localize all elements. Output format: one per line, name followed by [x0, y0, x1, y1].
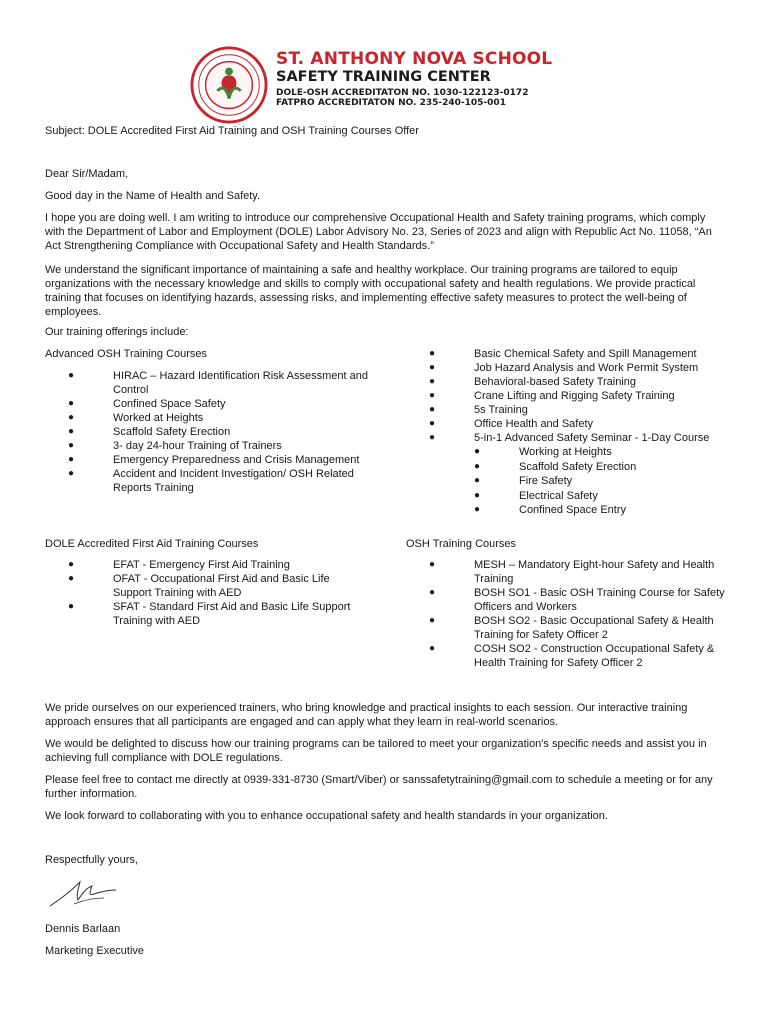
subject-line: Subject: DOLE Accredited First Aid Training and OSH Training Courses Offer — [45, 125, 419, 137]
forward-paragraph: We look forward to collaborating with you to enhance occupational safety and health standards in your organization. — [45, 810, 608, 822]
list-item: ● EFAT - Emergency First Aid Training — [68, 559, 290, 571]
list-item: ● COSH SO2 - Construction Occupational Safety & Health Training for Safety Officer 2 — [429, 643, 715, 669]
list-item: ● Worked at Heights — [68, 412, 204, 424]
list-item: ● Basic Chemical Safety and Spill Management — [429, 348, 697, 360]
list-item: ● OFAT - Occupational First Aid and Basic Life Support Training with AED — [68, 573, 330, 599]
list-item: ● 5-in-1 Advanced Safety Seminar - 1-Day Course — [429, 432, 710, 444]
seminar-sub-list — [474, 445, 739, 518]
letterhead — [190, 46, 590, 116]
list-item: ● Job Hazard Analysis and Work Permit System — [429, 362, 699, 374]
offerings-intro: Our training offerings include: — [45, 326, 189, 338]
list-item: ● Behavioral-based Safety Training — [429, 376, 637, 388]
discuss-paragraph: We would be delighted to discuss how our training programs can be tailored to meet your organization's specific needs and assist you in achieving full compliance with DOLE regulations. — [45, 738, 707, 764]
first-aid-list — [68, 558, 368, 628]
advanced-left-list — [68, 369, 373, 495]
list-item: ● BOSH SO2 - Basic Occupational Safety & Health Training for Safety Officer 2 — [429, 615, 714, 641]
list-item: ● Electrical Safety — [474, 489, 598, 502]
list-item: ● 5s Training — [429, 404, 528, 416]
school-seal-logo — [190, 46, 268, 124]
osh-heading: OSH Training Courses — [406, 538, 517, 550]
advanced-osh-heading: Advanced OSH Training Courses — [45, 348, 208, 360]
list-item: ● MESH – Mandatory Eight-hour Safety and Health Training — [429, 559, 715, 585]
training-center-name: SAFETY TRAINING CENTER — [276, 69, 491, 85]
salutation: Dear Sir/Madam, — [45, 168, 129, 180]
list-item: ● Confined Space Safety — [68, 398, 226, 410]
list-item: ● Working at Heights — [474, 446, 612, 458]
signer-title: Marketing Executive — [45, 945, 145, 957]
list-item: ● SFAT - Standard First Aid and Basic Life Support Training with AED — [68, 601, 351, 627]
list-item: ● Fire Safety — [474, 475, 573, 487]
dole-accreditation: DOLE-OSH ACCREDITATON NO. 1030-122123-0172 — [276, 88, 529, 98]
signature — [48, 876, 118, 910]
list-item: ● Office Health and Safety — [429, 418, 594, 430]
list-item: ● Crane Lifting and Rigging Safety Training — [429, 390, 675, 402]
advanced-right-list — [429, 347, 744, 445]
intro-paragraph: I hope you are doing well. I am writing to introduce our comprehensive Occupational Health and Safety training programs, which comply with the Department of Labor and Employment (DOLE) Labor Advisory No. 23, Series of 2023 and align with Republic Act No. 11058, “An Act Strengthening Compliance with Occupational Safety and Health Standards.” — [45, 212, 712, 252]
list-item: ● 3- day 24-hour Training of Trainers — [68, 440, 282, 452]
contact-paragraph: Please feel free to contact me directly at 0939-331-8730 (Smart/Viber) or sanssafetytraining@gmail.com to schedule a meeting or for any further information. — [45, 774, 713, 800]
list-item: ● Scaffold Safety Erection — [68, 426, 231, 438]
first-aid-heading: DOLE Accredited First Aid Training Courses — [45, 538, 259, 550]
list-item: ● Confined Space Entry — [474, 504, 627, 516]
pride-paragraph: We pride ourselves on our experienced trainers, who bring knowledge and practical insights to each session. Our interactive training approach ensures that all participants are engaged and can apply what they learn in real-world scenarios. — [45, 702, 688, 728]
signer-name: Dennis Barlaan — [45, 923, 121, 935]
greeting: Good day in the Name of Health and Safety. — [45, 190, 261, 202]
fatpro-accreditation: FATPRO ACCREDITATON NO. 235-240-105-001 — [276, 98, 506, 108]
list-item: ● Accident and Incident Investigation/ OSH Related Reports Training — [68, 468, 354, 494]
understanding-paragraph: We understand the significant importance of maintaining a safe and healthy workplace. Our training programs are tailored to equip organizations with the necessary knowledge and skills to comply with occupational safety and health regulations. We provide practical training that focuses on identifying hazards, assessing risks, and implementing effective safety measures to protect the well-being of employees. — [45, 264, 696, 318]
list-item: ● HIRAC – Hazard Identification Risk Assessment and Control — [68, 370, 368, 396]
list-item: ● Emergency Preparedness and Crisis Management — [68, 454, 360, 466]
list-item: ● BOSH SO1 - Basic OSH Training Course for Safety Officers and Workers — [429, 587, 725, 613]
osh-list — [429, 558, 729, 670]
list-item: ● Scaffold Safety Erection — [474, 460, 637, 473]
school-name: ST. ANTHONY NOVA SCHOOL — [276, 49, 553, 69]
closing: Respectfully yours, — [45, 854, 138, 866]
